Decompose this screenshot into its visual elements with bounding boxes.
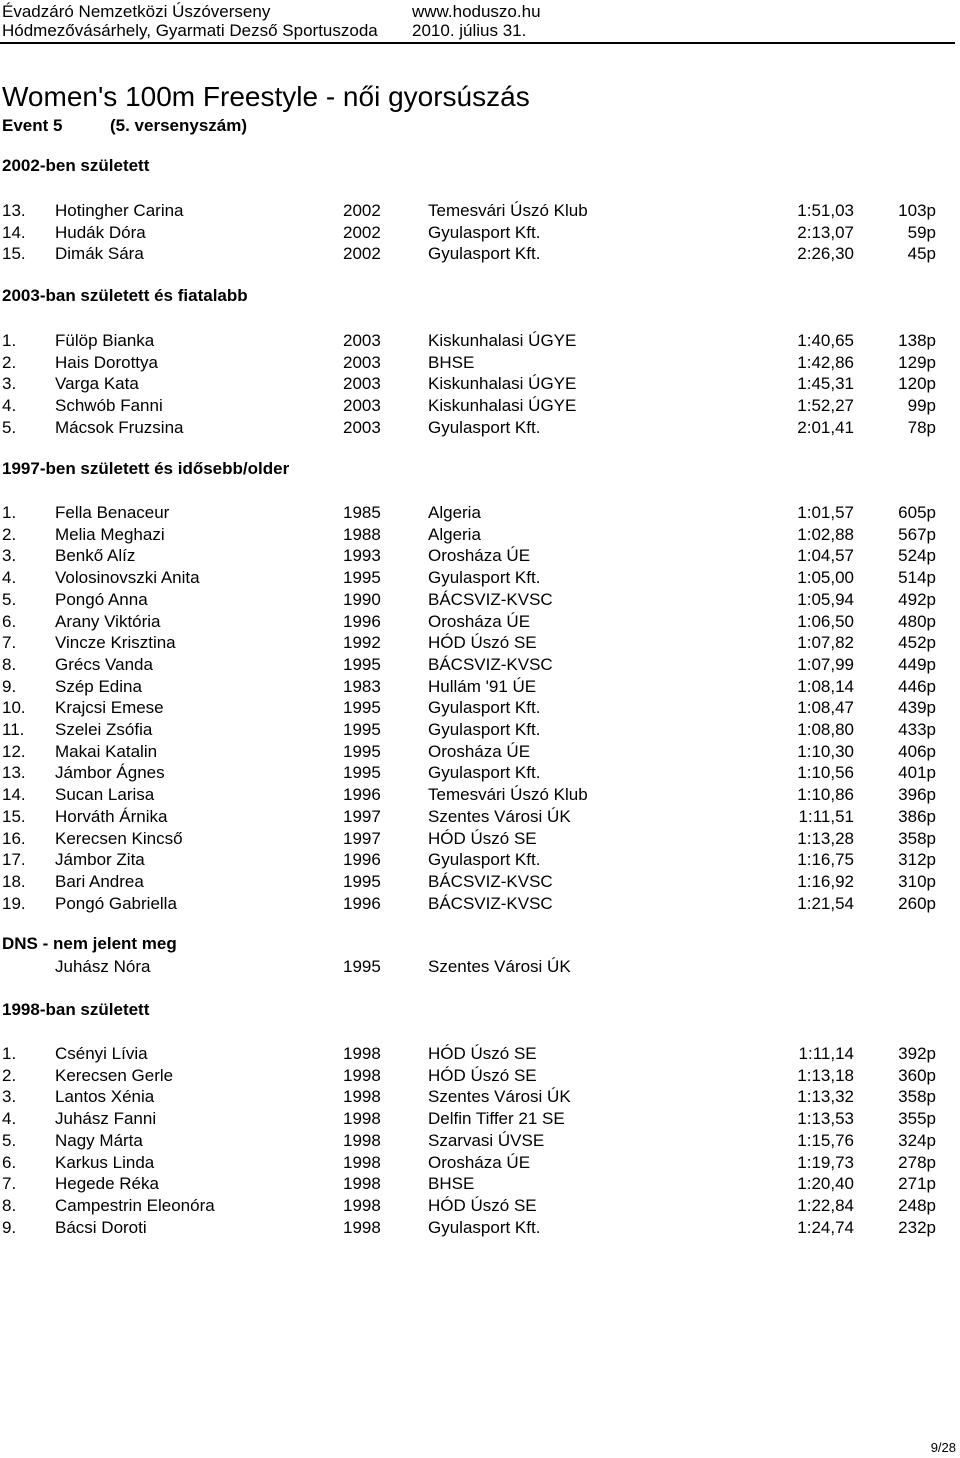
points: 355p	[898, 1109, 936, 1129]
date: 2010. július 31.	[412, 21, 527, 40]
club: Gyulasport Kft.	[428, 1217, 541, 1237]
swimmer-name: Grécs Vanda	[55, 654, 153, 674]
result-row	[0, 741, 960, 762]
points: 271p	[898, 1174, 936, 1194]
points: 524p	[898, 546, 936, 566]
race-time: 1:10,30	[797, 741, 854, 761]
birth-year: 1995	[343, 720, 381, 739]
birth-year: 1983	[343, 676, 381, 696]
rank: 18.	[2, 871, 26, 891]
birth-year: 1995	[343, 957, 381, 976]
birth-year: 2002	[343, 201, 381, 220]
rank: 15.	[2, 806, 26, 826]
race-time: 2:01,41	[797, 417, 854, 437]
result-row	[0, 1086, 960, 1107]
birth-year: 1995	[343, 763, 381, 783]
birth-year: 2003	[343, 374, 381, 394]
points: 260p	[898, 893, 936, 913]
rank: 13.	[2, 763, 26, 783]
swimmer-name: Nagy Márta	[55, 1130, 143, 1150]
header-divider	[0, 42, 955, 44]
race-time: 1:22,84	[797, 1195, 854, 1215]
section-heading: 1998-ban született	[2, 1000, 150, 1019]
points: 406p	[898, 741, 936, 761]
rank: 9.	[2, 676, 17, 696]
club: BÁCSVIZ-KVSC	[428, 871, 553, 891]
rank: 4.	[2, 396, 17, 416]
race-time: 1:07,99	[797, 654, 854, 674]
club: Gyulasport Kft.	[428, 244, 541, 264]
club: Algeria	[428, 524, 481, 544]
club: Hullám '91 ÚE	[428, 676, 537, 696]
result-row	[0, 1130, 960, 1151]
birth-year: 1990	[343, 589, 381, 609]
result-row	[0, 567, 960, 588]
birth-year: 2002	[343, 222, 381, 242]
club: Delfin Tiffer 21 SE	[428, 1109, 565, 1129]
club: Temesvári Úszó Klub	[428, 785, 588, 805]
race-time: 1:08,80	[797, 720, 854, 739]
result-row	[0, 1108, 960, 1129]
swimmer-name: Bari Andrea	[55, 871, 144, 891]
swimmer-name: Krajcsi Emese	[55, 698, 164, 718]
result-row	[0, 1043, 960, 1064]
points: 324p	[898, 1130, 936, 1150]
rank: 2.	[2, 352, 17, 372]
rank: 14.	[2, 785, 26, 805]
points: 386p	[898, 806, 936, 826]
race-time: 1:02,88	[797, 524, 854, 544]
club: Kiskunhalasi ÚGYE	[428, 374, 577, 394]
club: Temesvári Úszó Klub	[428, 201, 588, 220]
club: HÓD Úszó SE	[428, 828, 537, 848]
birth-year: 1996	[343, 785, 381, 805]
club: Gyulasport Kft.	[428, 720, 541, 739]
rank: 14.	[2, 222, 26, 242]
swimmer-name: Pongó Gabriella	[55, 893, 177, 913]
event-title: Women's 100m Freestyle - női gyorsúszás	[2, 81, 530, 112]
event-number: Event 5	[2, 116, 63, 135]
birth-year: 1995	[343, 741, 381, 761]
race-time: 1:24,74	[797, 1217, 854, 1237]
points: 59p	[907, 222, 936, 242]
birth-year: 2003	[343, 331, 381, 350]
race-time: 1:11,51	[798, 806, 854, 826]
swimmer-name: Csényi Lívia	[55, 1044, 148, 1063]
result-row	[0, 784, 960, 805]
result-row	[0, 719, 960, 740]
swimmer-name: Fülöp Bianka	[55, 331, 155, 350]
rank: 2.	[2, 1065, 17, 1085]
points: 605p	[898, 503, 936, 522]
result-row	[0, 893, 960, 914]
club: Kiskunhalasi ÚGYE	[428, 331, 577, 350]
birth-year: 1998	[343, 1217, 381, 1237]
result-row	[0, 1065, 960, 1086]
swimmer-name: Dimák Sára	[55, 244, 144, 264]
club: Szentes Városi ÚK	[428, 1087, 571, 1107]
swimmer-name: Horváth Árnika	[55, 806, 168, 826]
points: 103p	[898, 201, 936, 220]
points: 401p	[898, 763, 936, 783]
swimmer-name: Szép Edina	[55, 676, 142, 696]
rank: 8.	[2, 1195, 17, 1215]
club: Orosháza ÚE	[428, 611, 531, 631]
section-heading: 1997-ben született és idősebb/older	[2, 459, 290, 478]
points: 452p	[898, 633, 936, 653]
birth-year: 1998	[343, 1195, 381, 1215]
race-time: 1:21,54	[797, 893, 854, 913]
rank: 5.	[2, 417, 17, 437]
race-time: 1:16,75	[797, 850, 854, 870]
result-row	[0, 243, 960, 264]
result-row	[0, 697, 960, 718]
page-number: 9/28	[930, 1440, 956, 1455]
swimmer-name: Hudák Dóra	[55, 222, 146, 242]
swimmer-name: Szelei Zsófia	[55, 720, 153, 739]
points: 45p	[907, 244, 936, 264]
race-time: 1:13,53	[797, 1109, 854, 1129]
club: Orosháza ÚE	[428, 741, 531, 761]
birth-year: 1992	[343, 633, 381, 653]
result-row	[0, 524, 960, 545]
rank: 15.	[2, 244, 26, 264]
points: 358p	[898, 828, 936, 848]
result-row	[0, 373, 960, 394]
rank: 6.	[2, 611, 17, 631]
result-row	[0, 632, 960, 653]
race-time: 1:16,92	[797, 871, 854, 891]
race-time: 1:10,86	[797, 785, 854, 805]
swimmer-name: Hais Dorottya	[55, 352, 158, 372]
rank: 7.	[2, 1174, 17, 1194]
rank: 17.	[2, 850, 26, 870]
birth-year: 1988	[343, 524, 381, 544]
points: 312p	[898, 850, 936, 870]
points: 129p	[898, 352, 936, 372]
swimmer-name: Kerecsen Gerle	[55, 1065, 174, 1085]
result-row	[0, 352, 960, 373]
swimmer-name: Arany Viktória	[55, 611, 161, 631]
rank: 7.	[2, 633, 17, 653]
result-row	[0, 676, 960, 697]
rank: 8.	[2, 654, 17, 674]
swimmer-name: Juhász Nóra	[55, 957, 151, 976]
rank: 5.	[2, 1130, 17, 1150]
club: HÓD Úszó SE	[428, 633, 537, 653]
birth-year: 1998	[343, 1174, 381, 1194]
points: 433p	[898, 720, 936, 739]
section-heading: 2002-ben született	[2, 156, 150, 175]
result-row	[0, 200, 960, 221]
event-label: (5. versenyszám)	[110, 116, 248, 135]
swimmer-name: Mácsok Fruzsina	[55, 417, 184, 437]
birth-year: 1996	[343, 850, 381, 870]
swimmer-name: Jámbor Ágnes	[55, 763, 165, 783]
rank: 9.	[2, 1217, 17, 1237]
points: 78p	[907, 417, 936, 437]
club: Szarvasi ÚVSE	[428, 1130, 545, 1150]
club: BÁCSVIZ-KVSC	[428, 589, 553, 609]
birth-year: 1997	[343, 828, 381, 848]
race-time: 1:51,03	[797, 201, 854, 220]
rank: 10.	[2, 698, 26, 718]
race-time: 1:08,14	[797, 676, 854, 696]
race-time: 1:11,14	[798, 1044, 854, 1063]
result-row	[0, 545, 960, 566]
rank: 6.	[2, 1152, 17, 1172]
birth-year: 2003	[343, 417, 381, 437]
swimmer-name: Benkő Alíz	[55, 546, 136, 566]
points: 278p	[898, 1152, 936, 1172]
birth-year: 2003	[343, 396, 381, 416]
rank: 4.	[2, 568, 17, 588]
race-time: 1:19,73	[797, 1152, 854, 1172]
result-row	[0, 330, 960, 351]
swimmer-name: Hegede Réka	[55, 1174, 159, 1194]
points: 446p	[898, 676, 936, 696]
race-time: 1:05,00	[797, 568, 854, 588]
club: BHSE	[428, 1174, 475, 1194]
section-heading: 2003-ban született és fiatalabb	[2, 286, 248, 305]
swimmer-name: Jámbor Zita	[55, 850, 145, 870]
birth-year: 1995	[343, 568, 381, 588]
swimmer-name: Lantos Xénia	[55, 1087, 155, 1107]
points: 480p	[898, 611, 936, 631]
rank: 13.	[2, 201, 26, 220]
points: 514p	[898, 568, 936, 588]
race-time: 1:06,50	[797, 611, 854, 631]
birth-year: 1998	[343, 1044, 381, 1063]
venue: Hódmezővásárhely, Gyarmati Dezső Sportuszoda	[2, 21, 378, 40]
dns-row	[0, 956, 960, 977]
club: Gyulasport Kft.	[428, 222, 541, 242]
rank: 4.	[2, 1109, 17, 1129]
event-number-line	[2, 116, 247, 136]
birth-year: 1998	[343, 1109, 381, 1129]
result-row	[0, 611, 960, 632]
points: 567p	[898, 524, 936, 544]
rank: 11.	[2, 720, 25, 739]
result-row	[0, 1217, 960, 1238]
birth-year: 2003	[343, 352, 381, 372]
page-header	[0, 0, 960, 44]
race-time: 1:52,27	[797, 396, 854, 416]
club: Gyulasport Kft.	[428, 763, 541, 783]
swimmer-name: Fella Benaceur	[55, 503, 170, 522]
club: Orosháza ÚE	[428, 1152, 531, 1172]
rank: 1.	[2, 331, 17, 350]
swimmer-name: Varga Kata	[55, 374, 139, 394]
club: Orosháza ÚE	[428, 546, 531, 566]
swimmer-name: Hotingher Carina	[55, 201, 184, 220]
race-time: 1:13,18	[797, 1065, 854, 1085]
race-time: 1:45,31	[797, 374, 854, 394]
swimmer-name: Sucan Larisa	[55, 785, 155, 805]
swimmer-name: Melia Meghazi	[55, 524, 165, 544]
result-row	[0, 654, 960, 675]
race-time: 2:26,30	[797, 244, 854, 264]
rank: 2.	[2, 524, 17, 544]
race-time: 1:42,86	[797, 352, 854, 372]
club: Kiskunhalasi ÚGYE	[428, 396, 577, 416]
birth-year: 1985	[343, 503, 381, 522]
swimmer-name: Bácsi Doroti	[55, 1217, 147, 1237]
club: BÁCSVIZ-KVSC	[428, 654, 553, 674]
race-time: 1:04,57	[797, 546, 854, 566]
race-time: 1:20,40	[797, 1174, 854, 1194]
rank: 12.	[2, 741, 26, 761]
swimmer-name: Pongó Anna	[55, 589, 148, 609]
club: HÓD Úszó SE	[428, 1044, 537, 1063]
race-time: 1:05,94	[797, 589, 854, 609]
club: Gyulasport Kft.	[428, 417, 541, 437]
result-row	[0, 502, 960, 523]
result-row	[0, 222, 960, 243]
swimmer-name: Karkus Linda	[55, 1152, 155, 1172]
race-time: 1:01,57	[797, 503, 854, 522]
points: 392p	[898, 1044, 936, 1063]
birth-year: 1995	[343, 698, 381, 718]
birth-year: 1998	[343, 1065, 381, 1085]
rank: 19.	[2, 893, 26, 913]
birth-year: 1996	[343, 893, 381, 913]
website: www.hoduszo.hu	[412, 2, 541, 21]
result-row	[0, 395, 960, 416]
result-row	[0, 849, 960, 870]
points: 396p	[898, 785, 936, 805]
birth-year: 1998	[343, 1130, 381, 1150]
competition-name: Évadzáró Nemzetközi Úszóverseny	[2, 2, 271, 21]
result-row	[0, 762, 960, 783]
birth-year: 1997	[343, 806, 381, 826]
result-row	[0, 589, 960, 610]
points: 449p	[898, 654, 936, 674]
points: 232p	[898, 1217, 936, 1237]
race-time: 1:13,28	[797, 828, 854, 848]
points: 358p	[898, 1087, 936, 1107]
birth-year: 1993	[343, 546, 381, 566]
race-time: 1:13,32	[797, 1087, 854, 1107]
result-row	[0, 417, 960, 438]
points: 310p	[898, 871, 936, 891]
points: 360p	[898, 1065, 936, 1085]
club: HÓD Úszó SE	[428, 1065, 537, 1085]
swimmer-name: Schwób Fanni	[55, 396, 163, 416]
rank: 3.	[2, 546, 17, 566]
swimmer-name: Volosinovszki Anita	[55, 568, 200, 588]
points: 492p	[898, 589, 936, 609]
race-time: 1:15,76	[797, 1130, 854, 1150]
points: 120p	[898, 374, 936, 394]
birth-year: 1995	[343, 654, 381, 674]
rank: 1.	[2, 1044, 17, 1063]
birth-year: 1998	[343, 1152, 381, 1172]
race-time: 2:13,07	[797, 222, 854, 242]
rank: 3.	[2, 374, 17, 394]
birth-year: 1995	[343, 871, 381, 891]
result-row	[0, 1173, 960, 1194]
club: BHSE	[428, 352, 475, 372]
swimmer-name: Vincze Krisztina	[55, 633, 176, 653]
points: 138p	[898, 331, 936, 350]
rank: 5.	[2, 589, 17, 609]
result-row	[0, 871, 960, 892]
race-time: 1:10,56	[797, 763, 854, 783]
swimmer-name: Juhász Fanni	[55, 1109, 157, 1129]
rank: 16.	[2, 828, 26, 848]
birth-year: 2002	[343, 244, 381, 264]
points: 99p	[907, 396, 936, 416]
race-time: 1:40,65	[797, 331, 854, 350]
race-time: 1:07,82	[797, 633, 854, 653]
points: 439p	[898, 698, 936, 718]
birth-year: 1998	[343, 1087, 381, 1107]
result-row	[0, 828, 960, 849]
result-row	[0, 1152, 960, 1173]
club: HÓD Úszó SE	[428, 1195, 537, 1215]
race-time: 1:08,47	[797, 698, 854, 718]
dns-heading: DNS - nem jelent meg	[2, 934, 177, 953]
club: Szentes Városi ÚK	[428, 806, 571, 826]
rank: 1.	[2, 503, 17, 522]
swimmer-name: Kerecsen Kincső	[55, 828, 183, 848]
club: Algeria	[428, 503, 481, 522]
result-row	[0, 1195, 960, 1216]
swimmer-name: Campestrin Eleonóra	[55, 1195, 215, 1215]
result-row	[0, 806, 960, 827]
rank: 3.	[2, 1087, 17, 1107]
club: BÁCSVIZ-KVSC	[428, 893, 553, 913]
club: Gyulasport Kft.	[428, 568, 541, 588]
birth-year: 1996	[343, 611, 381, 631]
club: Szentes Városi ÚK	[428, 957, 571, 976]
swimmer-name: Makai Katalin	[55, 741, 158, 761]
club: Gyulasport Kft.	[428, 698, 541, 718]
points: 248p	[898, 1195, 936, 1215]
club: Gyulasport Kft.	[428, 850, 541, 870]
